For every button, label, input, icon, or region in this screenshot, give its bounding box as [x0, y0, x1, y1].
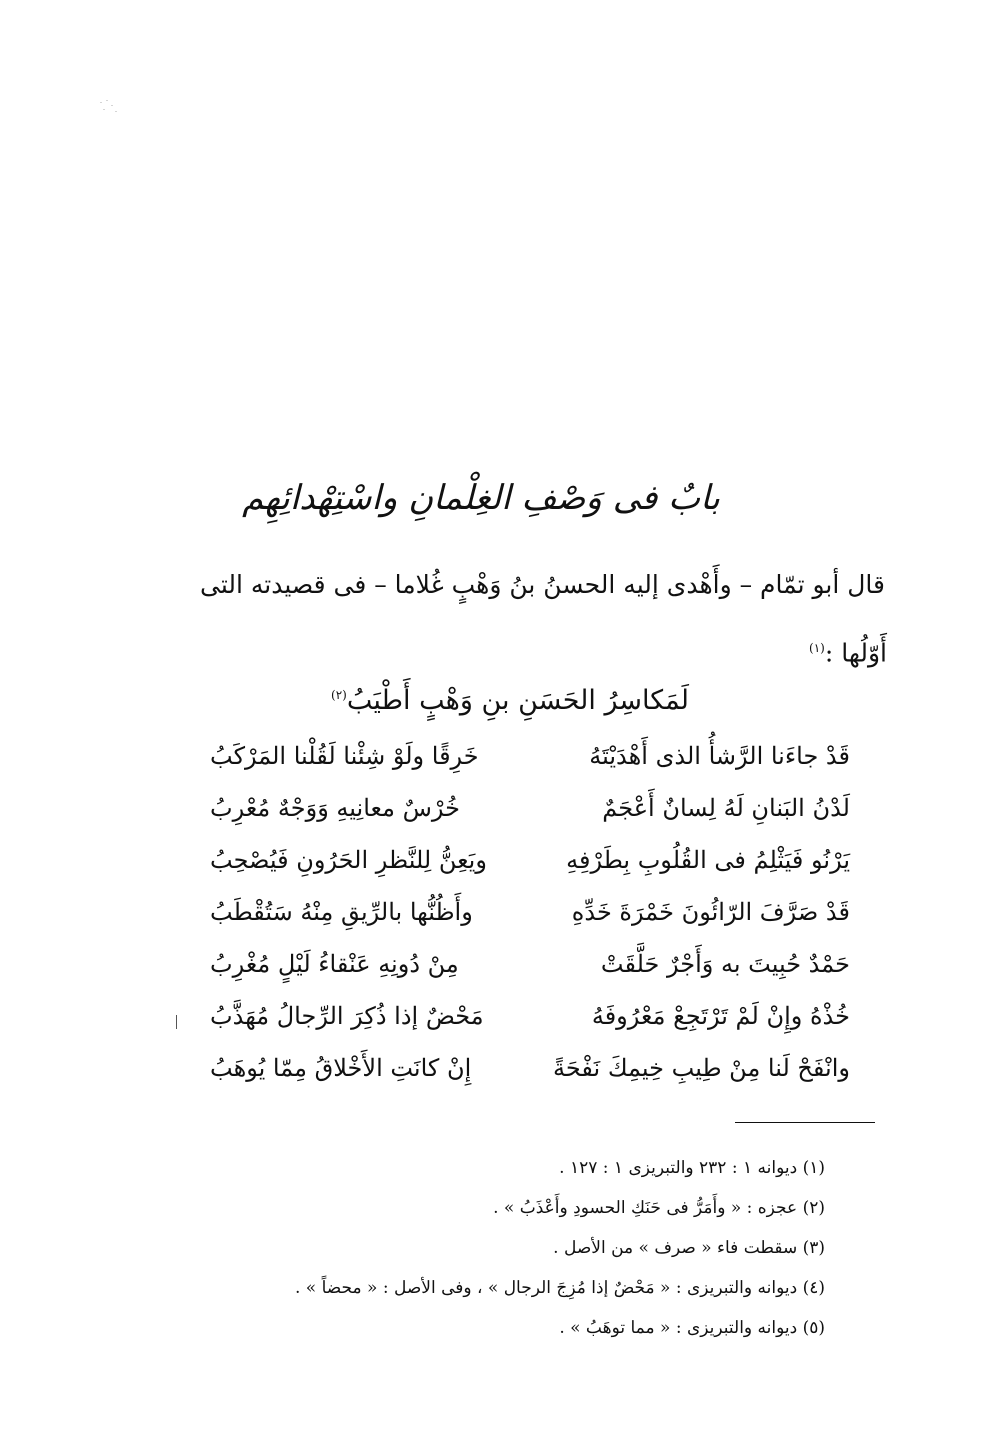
hemistich-second: خَرِقًا ولَوْ شِئْنا لَقُلْنا المَرْكَبُ — [210, 742, 479, 770]
intro-paragraph — [150, 565, 885, 605]
margin-mark — [176, 1015, 177, 1029]
hemistich-second: خُرْسٌ معانِيهِ وَوَجْهٌ مُعْرِبُ — [210, 794, 460, 822]
footnote: (١) ديوانه ١ : ٢٣٢ والتبريزى ١ : ١٢٧ . — [559, 1158, 825, 1178]
verse — [210, 730, 850, 782]
footnote: (٥) ديوانه والتبريزى : « مما توهَبُ » . — [559, 1318, 825, 1338]
hemistich-first: لَدْنُ البَنانِ لَهُ لِسانٌ أَعْجَمٌ — [602, 794, 850, 822]
verse — [210, 886, 850, 938]
opening-line-text: لَمَكاسِرُ الحَسَنِ بنِ وَهْبٍ أَطْيَبُ — [346, 685, 689, 716]
hemistich-first: قَدْ صَرَّفَ الرّائُونَ خَمْرَةَ خَدِّهِ — [571, 898, 850, 926]
footnote-separator — [735, 1122, 875, 1123]
hemistich-first: حَمْدٌ حُبِيتَ به وَأَجْرٌ حَلَّقَتْ — [600, 950, 850, 978]
hemistich-second: مَحْضٌ إذا ذُكِرَ الرِّجالُ مُهَذَّبُ — [210, 1002, 484, 1030]
poem-opening-line — [300, 672, 720, 724]
footnote-marker-1: (١) — [809, 641, 825, 655]
footnote: (٢) عجزه : « وأَمَرُّ فى حَنَكِ الحسودِ وأَعْذَبُ » . — [493, 1198, 825, 1218]
hemistich-second: ويَعِنُّ لِلنَّظرِ الحَرُونِ فَيُصْحِبُ — [210, 846, 487, 874]
intro-text-line-2: أَوّلُها : — [824, 638, 887, 668]
hemistich-first: وانْفَحْ لَنا مِنْ طِيبِ خِيمِكَ نَفْحَةً — [553, 1054, 850, 1082]
verse — [210, 938, 850, 990]
verse — [210, 782, 850, 834]
chapter-title: بابٌ فى وَصْفِ الغِلْمانِ واسْتِهْدائِهِم — [242, 478, 720, 518]
verse — [210, 990, 850, 1042]
hemistich-first: قَدْ جاءَنا الرَّشأُ الذى أَهْدَيْتَهُ — [589, 742, 850, 770]
paper-speck — [98, 98, 122, 118]
hemistich-first: خُذْهُ وإِنْ لَمْ تَرْتَجِعْ مَعْرُوفَهُ — [591, 1002, 850, 1030]
verse — [210, 834, 850, 886]
hemistich-second: وأَظُنُّها بالرِّيقِ مِنْهُ سَتُقْطَبُ — [210, 898, 473, 926]
footnote-marker-2: (٢) — [331, 688, 347, 702]
poem — [210, 730, 850, 1094]
verse — [210, 1042, 850, 1094]
footnotes — [200, 1148, 825, 1348]
intro-line-2 — [809, 628, 887, 673]
footnote: (٤) ديوانه والتبريزى : « مَحْضٌ إذا مُزِجَ الرجال » ، وفى الأصل : « محضاً » . — [295, 1278, 825, 1298]
hemistich-first: يَرْنُو فَيَثْلِمُ فى القُلُوبِ بِطَرْفِهِ — [566, 846, 850, 874]
footnote: (٣) سقطت فاء « صرف » من الأصل . — [553, 1238, 825, 1258]
hemistich-second: إِنْ كانَتِ الأَخْلاقُ مِمّا يُوهَبُ — [210, 1054, 472, 1082]
hemistich-second: مِنْ دُونِهِ عَنْقاءُ لَيْلٍ مُغْرِبُ — [210, 950, 459, 978]
intro-text-line-1: قال أبو تمّام – وأَهْدى إليه الحسنُ بنُ وَهْبٍ غُلاما – فى قصيدته التى — [200, 570, 885, 599]
